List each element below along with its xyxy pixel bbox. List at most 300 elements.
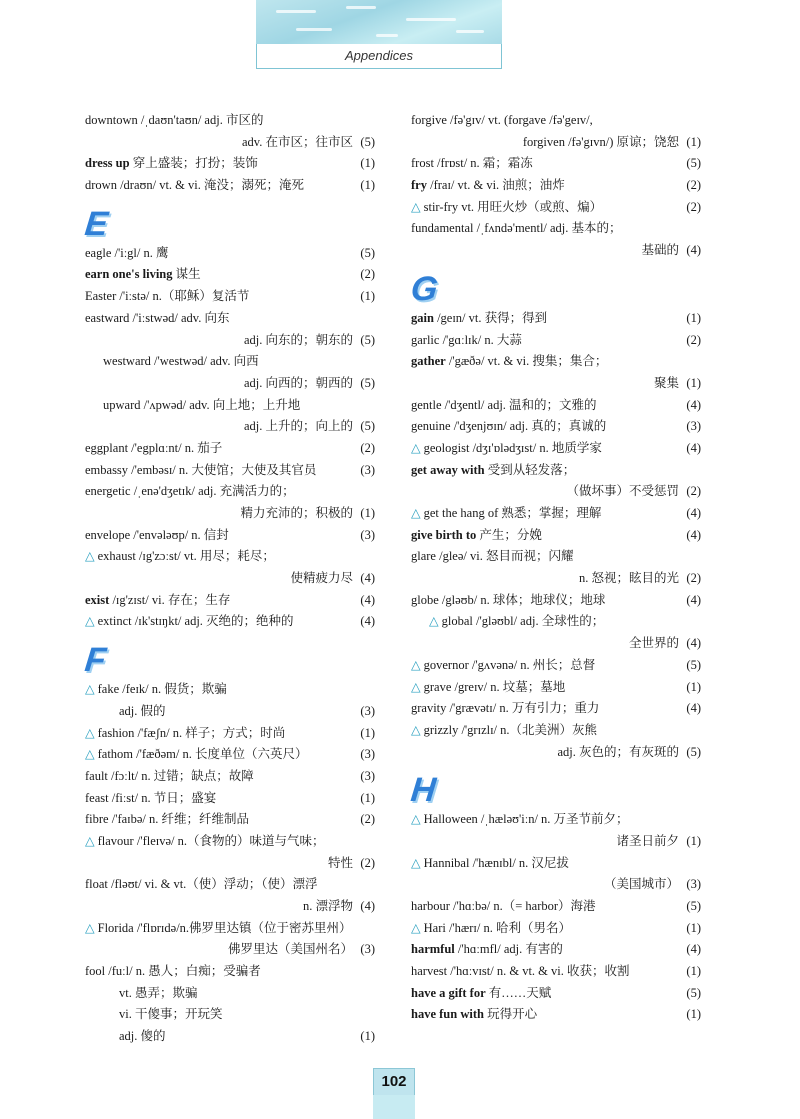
entry-unit-number: (4) [360, 899, 375, 913]
glossary-entry [85, 175, 375, 197]
entry-label: drown /draʊn/ vt. & vi. 淹没；溺死；淹死 [85, 178, 305, 193]
entry-label: Easter /'iːstə/ n.（耶稣）复活节 [85, 289, 250, 304]
glossary-entry [85, 590, 375, 612]
glossary-entry [411, 132, 701, 154]
entry-text [244, 373, 353, 395]
glossary-entry [411, 655, 701, 677]
entry-text [85, 243, 168, 265]
entry-text [411, 525, 542, 547]
entry-unit-number: (5) [360, 375, 375, 390]
entry-unit-number: (4) [686, 592, 701, 607]
entry-label: 诸圣日前夕 [616, 833, 679, 848]
triangle-icon: △ [429, 614, 439, 629]
entry-text [85, 351, 259, 373]
entry-label: 聚集 [653, 375, 679, 390]
section-title: Appendices [256, 44, 502, 69]
glossary-entry [85, 351, 375, 373]
glossary-entry [85, 503, 375, 525]
glossary-entry [85, 701, 375, 723]
glossary-entry [411, 351, 701, 373]
glossary-entry [411, 197, 701, 219]
entry-text [85, 286, 249, 308]
entry-label: embassy /'embəsɪ/ n. 大使馆；大使及其官员 [85, 462, 317, 477]
entry-text [85, 264, 201, 286]
entry-text [411, 983, 551, 1005]
entry-unit-number: (3) [686, 419, 701, 434]
entry-label: westward /'westwəd/ adv. 向西 [103, 354, 259, 369]
entry-label: garlic /'gɑːlɪk/ n. 大蒜 [411, 332, 522, 347]
glossary-entry [85, 809, 375, 831]
triangle-icon: △ [411, 722, 421, 737]
entry-text [240, 503, 353, 525]
entry-text [411, 503, 601, 525]
entry-text [85, 788, 216, 810]
letter-heading-g [411, 262, 701, 308]
entry-label: eagle /'iːgl/ n. 鹰 [85, 245, 169, 260]
entry-label: fibre /'faɪbə/ n. 纤维；纤维制品 [85, 812, 250, 827]
glossary-entry [85, 110, 375, 132]
letter-glyph: H [409, 771, 438, 810]
entry-unit-number: (3) [360, 703, 375, 718]
entry-text [604, 874, 679, 896]
entry-text [654, 373, 679, 395]
entry-text [411, 611, 604, 633]
entry-label: n. 漂浮物 [302, 899, 353, 913]
glossary-entry [85, 438, 375, 460]
glossary-entry [411, 110, 701, 132]
entry-unit-number: (1) [360, 289, 375, 304]
entry-unit-number: (1) [686, 920, 701, 935]
entry-label: 佛罗里达（美国州名） [227, 942, 353, 957]
entry-label: adj. 向西的；朝西的 [243, 375, 353, 390]
entry-label: governor /'gʌvənə/ n. 州长；总督 [423, 657, 596, 672]
entry-unit-number: (1) [360, 506, 375, 520]
entry-unit-number: (1) [360, 1029, 375, 1044]
entry-unit-number: (3) [360, 462, 375, 477]
entry-unit-number: (5) [360, 134, 375, 149]
entry-unit-number: (5) [686, 985, 701, 1000]
entry-text [85, 546, 275, 568]
entry-text [85, 744, 308, 766]
entry-unit-number: (1) [686, 833, 701, 848]
entry-label: Florida /'flɒrɪdə/n.佛罗里达镇（位于密苏里州） [97, 920, 352, 935]
entry-text [85, 679, 227, 701]
entry-label: grizzly /'grɪzlɪ/ n.（北美洲）灰熊 [423, 722, 598, 737]
entry-unit-number: (1) [686, 679, 701, 694]
entry-unit-number: (5) [686, 899, 701, 913]
glossary-entry [85, 831, 375, 853]
entry-text [85, 525, 229, 547]
glossary-entry [411, 395, 701, 417]
triangle-icon: △ [85, 725, 95, 740]
entry-unit-number: (1) [686, 964, 701, 979]
entry-label: dress up 穿上盛装；打扮；装饰 [85, 156, 258, 171]
entry-text [579, 568, 679, 590]
entry-unit-number: (4) [686, 942, 701, 957]
glossary-entry [411, 240, 701, 262]
entry-text [411, 546, 573, 568]
entry-text [244, 330, 353, 352]
triangle-icon: △ [411, 506, 421, 520]
entry-text [303, 896, 353, 918]
letter-glyph: E [83, 204, 110, 243]
glossary-entry [85, 330, 375, 352]
entry-text [411, 110, 593, 132]
entry-label: fool /fuːl/ n. 愚人；白痴；受骗者 [85, 964, 261, 979]
glossary-entry [85, 395, 375, 417]
triangle-icon: △ [85, 549, 95, 564]
glossary-entry [411, 611, 701, 633]
entry-text [411, 853, 569, 875]
entry-label: upward /'ʌpwəd/ adv. 向上地；上升地 [103, 397, 301, 412]
entry-label: 特性 [327, 855, 353, 870]
entry-unit-number: (2) [360, 267, 375, 282]
glossary-entry [411, 831, 701, 853]
glossary-entry [411, 438, 701, 460]
glossary-entry [85, 460, 375, 482]
entry-text [411, 395, 597, 417]
letter-heading-h [411, 763, 701, 809]
entry-unit-number: (3) [360, 527, 375, 542]
left-column [85, 110, 375, 1048]
entry-text [411, 961, 630, 983]
entry-unit-number: (4) [686, 506, 701, 520]
entry-unit-number: (4) [360, 592, 375, 607]
entry-unit-number: (1) [360, 156, 375, 171]
entry-label: fry /fraɪ/ vt. & vi. 油煎；油炸 [411, 178, 565, 193]
triangle-icon: △ [411, 199, 421, 214]
glossary-entry [411, 546, 701, 568]
entry-label: adj. 上升的；向上的 [243, 419, 353, 434]
glossary-entry [85, 611, 375, 633]
glossary-entry [411, 525, 701, 547]
glossary-entry [85, 568, 375, 590]
glossary-entry [85, 679, 375, 701]
triangle-icon: △ [85, 614, 95, 629]
glossary-entry [411, 416, 701, 438]
glossary-entry [411, 503, 701, 525]
entry-label: harmful /'hɑːmfl/ adj. 有害的 [411, 942, 563, 957]
entry-label: fake /feɪk/ n. 假货；欺骗 [97, 682, 227, 697]
entry-text [411, 655, 595, 677]
glossary-entry [411, 853, 701, 875]
entry-text [411, 351, 607, 373]
entry-text [411, 590, 605, 612]
entry-label: envelope /'envələʊp/ n. 信封 [85, 527, 229, 542]
entry-unit-number: (4) [686, 636, 701, 651]
glossary-entry [411, 698, 701, 720]
entry-label: gentle /'dʒentl/ adj. 温和的；文雅的 [411, 397, 597, 412]
triangle-icon: △ [411, 440, 421, 455]
glossary-entry [85, 525, 375, 547]
entry-unit-number: (4) [686, 440, 701, 455]
glossary-entry [411, 983, 701, 1005]
entry-unit-number: (2) [360, 812, 375, 827]
entry-label: frost /frɒst/ n. 霜；霜冻 [411, 156, 533, 171]
glossary-entry [411, 308, 701, 330]
entry-text [411, 677, 565, 699]
entry-label: eastward /'iːstwəd/ adv. 向东 [85, 310, 230, 325]
entry-unit-number: (5) [686, 657, 701, 672]
entry-unit-number: (1) [686, 375, 701, 390]
entry-text [641, 240, 679, 262]
entry-label: adj. 向东的；朝东的 [243, 332, 353, 347]
glossary-entry [411, 720, 701, 742]
entry-label: give birth to 产生；分娩 [411, 527, 542, 542]
glossary-entry [85, 1004, 375, 1026]
entry-text [411, 438, 602, 460]
entry-text [523, 132, 679, 154]
glossary-entry [85, 132, 375, 154]
entry-text [85, 723, 285, 745]
entry-text [85, 460, 316, 482]
glossary-entry [85, 286, 375, 308]
entry-text [228, 939, 353, 961]
entry-unit-number: (1) [360, 178, 375, 193]
entry-label: globe /gləʊb/ n. 球体；地球仪；地球 [411, 592, 606, 607]
entry-unit-number: (4) [360, 614, 375, 629]
entry-label: vt. 愚弄；欺骗 [119, 985, 198, 1000]
glossary-entry [411, 218, 701, 240]
glossary-entry [411, 373, 701, 395]
entry-label: get the hang of 熟悉；掌握；理解 [423, 506, 602, 520]
entry-text [411, 939, 563, 961]
entry-label: vi. 干傻事；开玩笑 [119, 1007, 223, 1022]
entry-label: （美国城市） [603, 877, 679, 892]
entry-unit-number: (2) [686, 571, 701, 586]
entry-unit-number: (3) [360, 747, 375, 762]
glossary-entry [85, 373, 375, 395]
entry-label: fault /fɔːlt/ n. 过错；缺点；故障 [85, 768, 254, 783]
glossary-entry [85, 983, 375, 1005]
letter-glyph: G [409, 269, 440, 308]
entry-label: （做坏事）不受惩罚 [566, 484, 679, 499]
entry-unit-number: (2) [686, 332, 701, 347]
entry-text [290, 568, 353, 590]
entry-text [411, 197, 602, 219]
entry-text [411, 896, 596, 918]
glossary-entry [85, 153, 375, 175]
entry-text [85, 701, 166, 723]
entry-text [411, 153, 533, 175]
entry-text [85, 1004, 222, 1026]
entry-label: extinct /ɪk'stɪŋkt/ adj. 灭绝的；绝种的 [97, 614, 294, 629]
entry-text [85, 961, 261, 983]
entry-text [411, 330, 522, 352]
entry-unit-number: (5) [686, 156, 701, 171]
glossary-entry [85, 243, 375, 265]
glossary-entry [85, 1026, 375, 1048]
entry-label: harbour /'hɑːbə/ n.（= harbor）海港 [411, 899, 596, 913]
entry-unit-number: (1) [360, 725, 375, 740]
entry-label: feast /fiːst/ n. 节日；盛宴 [85, 790, 217, 805]
letter-heading-e [85, 197, 375, 243]
glossary-entry [85, 308, 375, 330]
entry-text [85, 110, 263, 132]
entry-text [85, 438, 222, 460]
entry-unit-number: (2) [360, 440, 375, 455]
entry-label: global /'gləʊbl/ adj. 全球性的； [441, 614, 605, 629]
entry-text [85, 809, 249, 831]
glossary-entry [411, 677, 701, 699]
triangle-icon: △ [85, 833, 95, 848]
entry-text [85, 175, 304, 197]
entry-text [411, 308, 547, 330]
entry-unit-number: (5) [360, 332, 375, 347]
entry-label: 全世界的 [628, 636, 679, 651]
entry-label: have fun with 玩得开心 [411, 1007, 538, 1022]
glossary-entry [85, 723, 375, 745]
glossary-entry [411, 330, 701, 352]
glossary-entry [411, 568, 701, 590]
entry-text [85, 766, 254, 788]
entry-label: exist /ɪg'zɪst/ vi. 存在；生存 [85, 592, 231, 607]
entry-label: 精力充沛的；积极的 [240, 506, 353, 520]
entry-label: Hannibal /'hænɪbl/ n. 汉尼拔 [423, 855, 569, 870]
entry-text [411, 416, 606, 438]
entry-label: forgiven /fə'gɪvn/) 原谅；饶恕 [522, 134, 679, 149]
entry-text [85, 918, 352, 940]
glossary-entry [411, 175, 701, 197]
glossary-entry [85, 481, 375, 503]
entry-unit-number: (1) [686, 310, 701, 325]
entry-label: harvest /'hɑːvɪst/ n. & vt. & vi. 收获；收割 [411, 964, 630, 979]
entry-text [411, 1004, 537, 1026]
entry-label: gather /'gæðə/ vt. & vi. 搜集；集合； [411, 354, 608, 369]
entry-label: adv. 在市区；往市区 [242, 134, 353, 149]
letter-glyph: F [83, 641, 108, 680]
entry-text [557, 742, 679, 764]
entry-text [85, 308, 229, 330]
glossary-entry [411, 460, 701, 482]
glossary-entry [411, 153, 701, 175]
glossary-entry [85, 853, 375, 875]
glossary-entry [85, 546, 375, 568]
entry-label: genuine /'dʒenjʊɪn/ adj. 真的；真诚的 [411, 419, 607, 434]
glossary-entry [411, 742, 701, 764]
page-number-tab [373, 1095, 415, 1119]
entry-label: fathom /'fæðəm/ n. 长度单位（六英尺） [97, 747, 308, 762]
entry-label: glare /gleə/ vi. 怒目而视；闪耀 [411, 549, 574, 564]
entry-label: adj. 假的 [119, 703, 166, 718]
entry-text [411, 809, 629, 831]
triangle-icon: △ [85, 747, 95, 762]
entry-unit-number: (4) [360, 571, 375, 586]
triangle-icon: △ [411, 657, 421, 672]
triangle-icon: △ [411, 679, 421, 694]
glossary-entry [411, 918, 701, 940]
entry-text [411, 218, 622, 240]
glossary-entry [411, 633, 701, 655]
entry-unit-number: (1) [686, 134, 701, 149]
entry-text [629, 633, 679, 655]
header-banner [256, 0, 502, 44]
entry-unit-number: (2) [686, 484, 701, 499]
glossary-entry [85, 416, 375, 438]
page-number: 102 [373, 1068, 415, 1096]
entry-unit-number: (5) [686, 744, 701, 759]
entry-unit-number: (1) [686, 1007, 701, 1022]
triangle-icon: △ [411, 920, 421, 935]
entry-text [411, 460, 575, 482]
entry-text [85, 874, 318, 896]
entry-label: Hari /'hærɪ/ n. 哈利（男名） [423, 920, 572, 935]
entry-label: gravity /'grævətɪ/ n. 万有引力；重力 [411, 701, 600, 716]
entry-text [411, 918, 571, 940]
entry-unit-number: (3) [360, 768, 375, 783]
entry-unit-number: (5) [360, 245, 375, 260]
glossary-entry [85, 788, 375, 810]
entry-unit-number: (4) [686, 397, 701, 412]
entry-text [85, 395, 300, 417]
glossary-entry [411, 939, 701, 961]
entry-label: flavour /'fleɪvə/ n.（食物的）味道与气味； [97, 833, 325, 848]
entry-label: grave /greɪv/ n. 坟墓；墓地 [423, 679, 566, 694]
entry-label: fundamental /ˌfʌndə'mentl/ adj. 基本的； [411, 221, 622, 236]
entry-label: earn one's living 谋生 [85, 267, 201, 282]
glossary-entry [85, 896, 375, 918]
entry-text [411, 720, 597, 742]
glossary-entry [85, 918, 375, 940]
glossary-entry [85, 961, 375, 983]
entry-unit-number: (4) [686, 243, 701, 258]
entry-label: have a gift for 有……天赋 [411, 985, 552, 1000]
entry-unit-number: (2) [360, 855, 375, 870]
entry-unit-number: (4) [686, 527, 701, 542]
letter-heading-f [85, 633, 375, 679]
glossary-entry [411, 961, 701, 983]
entry-label: gain /geɪn/ vt. 获得；得到 [411, 310, 548, 325]
entry-unit-number: (3) [360, 942, 375, 957]
entry-text [242, 132, 353, 154]
triangle-icon: △ [411, 812, 421, 827]
entry-text [85, 153, 258, 175]
entry-text [85, 611, 294, 633]
glossary-entry [411, 1004, 701, 1026]
glossary-entry [411, 809, 701, 831]
entry-label: stir-fry vt. 用旺火炒（或煎、煸） [423, 199, 603, 214]
entry-label: 基础的 [641, 243, 679, 258]
entry-label: energetic /ˌenə'dʒetɪk/ adj. 充满活力的； [85, 484, 295, 499]
entry-text [85, 1026, 166, 1048]
glossary-entry [411, 590, 701, 612]
entry-text [616, 831, 679, 853]
entry-label: fashion /'fæʃn/ n. 样子；方式；时尚 [97, 725, 286, 740]
entry-label: forgive /fə'gɪv/ vt. (forgave /fə'geɪv/, [411, 113, 593, 127]
entry-text [85, 983, 197, 1005]
entry-text [328, 853, 353, 875]
entry-unit-number: (2) [686, 178, 701, 193]
entry-text [566, 481, 679, 503]
entry-unit-number: (5) [360, 419, 375, 434]
entry-label: get away with 受到从轻发落； [411, 462, 576, 477]
entry-unit-number: (2) [686, 199, 701, 214]
entry-label: adj. 傻的 [119, 1029, 166, 1044]
glossary-entry [85, 939, 375, 961]
entry-label: 使精疲力尽 [290, 571, 353, 586]
glossary-entry [85, 264, 375, 286]
entry-text [411, 175, 565, 197]
glossary-entry [85, 744, 375, 766]
entry-label: eggplant /'egplɑːnt/ n. 茄子 [85, 440, 223, 455]
entry-text [411, 698, 599, 720]
entry-label: geologist /dʒɪ'ɒlədʒɪst/ n. 地质学家 [423, 440, 602, 455]
entry-text [85, 481, 295, 503]
entry-label: Halloween /ˌhæləʊ'iːn/ n. 万圣节前夕； [423, 812, 629, 827]
glossary-entry [411, 896, 701, 918]
entry-unit-number: (4) [686, 701, 701, 716]
glossary-entry [85, 766, 375, 788]
